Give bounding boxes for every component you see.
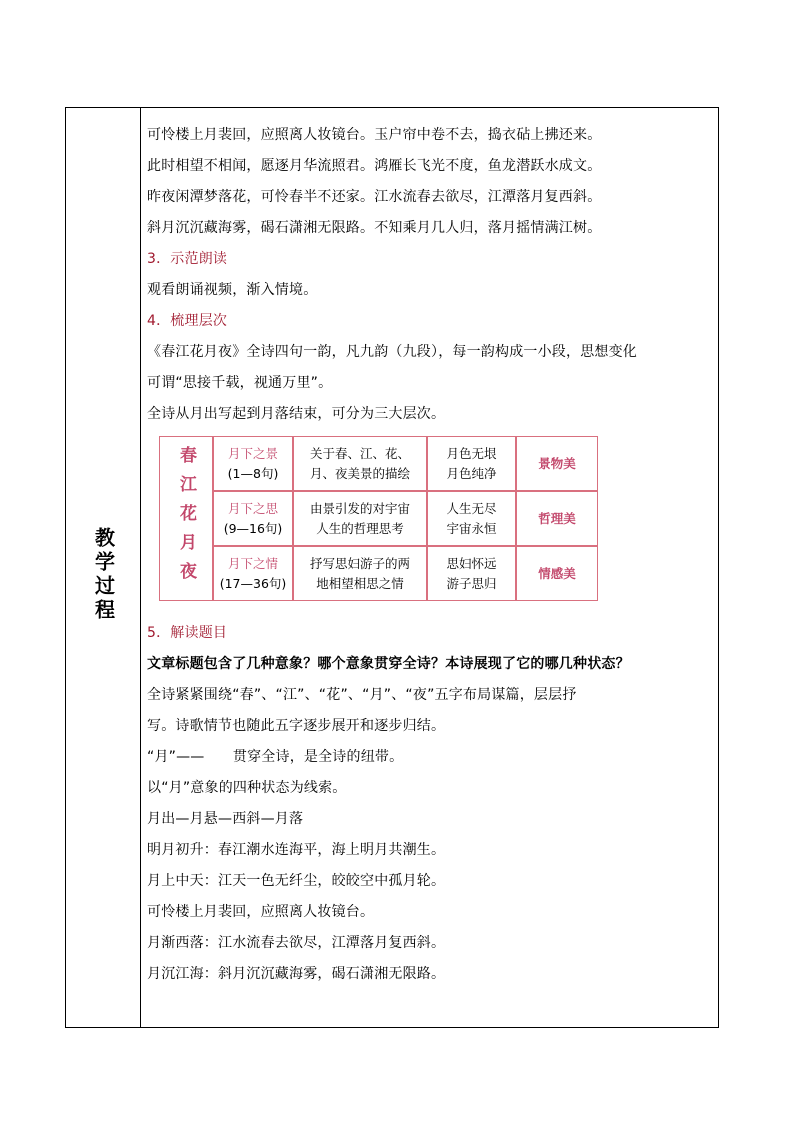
text-line: 月渐西落：江水流春去欲尽，江潭落月复西斜。 — [147, 935, 446, 951]
content-top — [147, 120, 715, 430]
text-line: 文章标题包含了几种意象？哪个意象贯穿全诗？本诗展现了它的哪几种状态？ — [147, 656, 630, 672]
desc-line: 抒写思妇游子的两 — [309, 555, 410, 571]
content-bottom — [147, 618, 715, 990]
note-line: 月色纯净 — [446, 465, 497, 481]
text-line: 可谓“思接千载，视通万里”。 — [147, 375, 333, 391]
section-range: (9—16句) — [223, 520, 283, 536]
table-beauty-cell — [516, 546, 598, 601]
text-line: 全诗紧紧围绕“春”、“江”、“花”、“月”、“夜”五字布局谋篇，层层抒 — [147, 687, 577, 703]
side-label — [66, 505, 140, 645]
note-line: 游子思归 — [446, 575, 497, 591]
table-desc-cell — [293, 546, 427, 601]
note-line: 人生无尽 — [446, 500, 497, 516]
text-line: 可怜楼上月裴回，应照离人妆镜台。 — [147, 904, 375, 920]
text-line: 可怜楼上月裴回，应照离人妆镜台。玉户帘中卷不去，捣衣砧上拂还来。 — [147, 127, 602, 143]
side-label-text: 教学过程 — [91, 527, 116, 623]
section-name: 月下之景 — [227, 445, 278, 461]
table-section-cell — [213, 546, 293, 601]
beauty-label: 哲理美 — [538, 510, 576, 526]
text-line: 月出—月悬—西斜—月落 — [147, 811, 304, 827]
section-heading: 4．梳理层次 — [147, 313, 228, 329]
text-line: “月”—— 贯穿全诗，是全诗的纽带。 — [147, 749, 404, 765]
beauty-label: 景物美 — [538, 455, 576, 471]
section-name: 月下之情 — [227, 555, 278, 571]
section-name: 月下之思 — [227, 500, 278, 516]
table-note-cell — [427, 491, 516, 546]
table-section-cell — [213, 491, 293, 546]
structure-table — [159, 436, 598, 601]
text-line: 此时相望不相闻，愿逐月华流照君。鸿雁长飞光不度，鱼龙潜跃水成文。 — [147, 158, 602, 174]
table-desc-cell — [293, 491, 427, 546]
note-line: 宇宙永恒 — [446, 520, 497, 536]
text-line: 明月初升：春江潮水连海平，海上明月共潮生。 — [147, 842, 446, 858]
text-line: 月沉江海：斜月沉沉藏海雾，碣石潇湘无限路。 — [147, 966, 446, 982]
section-range: (17—36句) — [219, 575, 287, 591]
table-title: 春江花月夜 — [176, 446, 196, 591]
column-divider — [140, 107, 141, 1028]
table-beauty-cell — [516, 491, 598, 546]
note-line: 思妇怀远 — [446, 555, 497, 571]
table-title-cell — [159, 436, 213, 601]
note-line: 月色无垠 — [446, 445, 497, 461]
table-desc-cell — [293, 436, 427, 491]
text-line: 《春江花月夜》全诗四句一韵，凡九韵（九段），每一韵构成一小段，思想变化 — [147, 344, 637, 360]
text-line: 月上中天：江天一色无纤尘，皎皎空中孤月轮。 — [147, 873, 446, 889]
text-line: 全诗从月出写起到月落结束，可分为三大层次。 — [147, 406, 446, 422]
section-heading: 5．解读题目 — [147, 625, 228, 641]
table-section-cell — [213, 436, 293, 491]
section-heading: 3．示范朗读 — [147, 251, 228, 267]
text-line: 观看朗诵视频，渐入情境。 — [147, 282, 318, 298]
table-note-cell — [427, 546, 516, 601]
text-line: 昨夜闲潭梦落花，可怜春半不还家。江水流春去欲尽，江潭落月复西斜。 — [147, 189, 602, 205]
table-beauty-cell — [516, 436, 598, 491]
desc-line: 由景引发的对宇宙 — [309, 500, 410, 516]
text-line: 斜月沉沉藏海雾，碣石潇湘无限路。不知乘月几人归，落月摇情满江树。 — [147, 220, 602, 236]
beauty-label: 情感美 — [538, 565, 576, 581]
text-line: 写。诗歌情节也随此五字逐步展开和逐步归结。 — [147, 718, 446, 734]
desc-line: 地相望相思之情 — [316, 575, 404, 591]
table-note-cell — [427, 436, 516, 491]
desc-line: 月、夜美景的描绘 — [309, 465, 410, 481]
section-range: (1—8句) — [227, 465, 279, 481]
desc-line: 人生的哲理思考 — [316, 520, 404, 536]
text-line: 以“月”意象的四种状态为线索。 — [147, 780, 347, 796]
desc-line: 关于春、江、花、 — [309, 445, 410, 461]
